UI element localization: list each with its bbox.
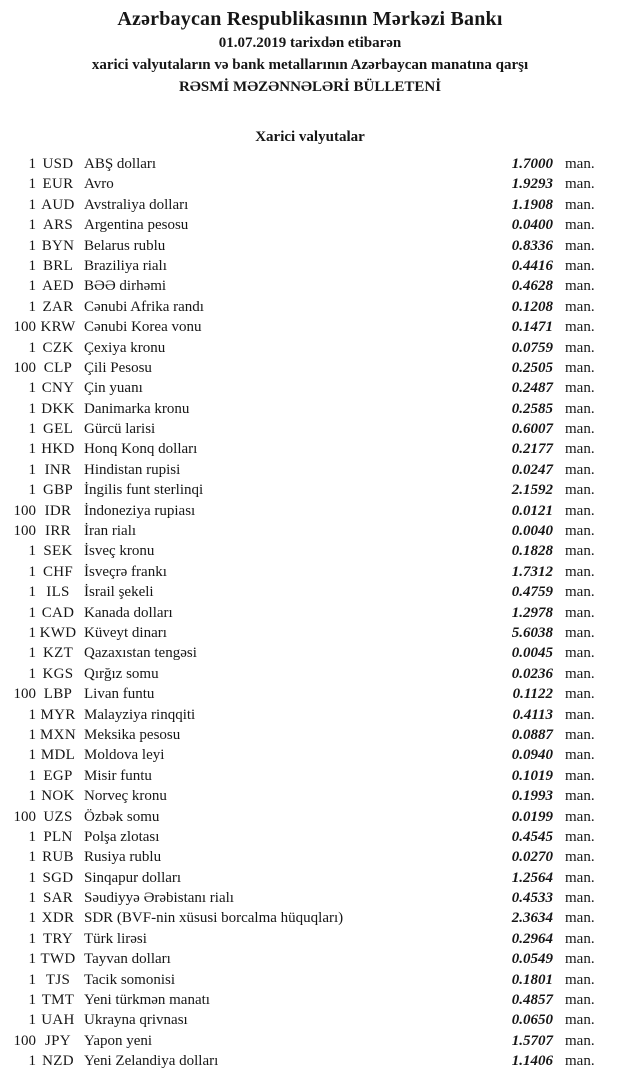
rate-value-cell: 0.4113	[512, 706, 553, 723]
unit-label-cell: man.	[565, 869, 595, 886]
currency-code-cell: CZK	[42, 339, 74, 356]
table-row	[0, 215, 620, 235]
unit-label-cell: man.	[565, 624, 595, 641]
table-row	[0, 623, 620, 643]
unit-label-cell: man.	[565, 563, 595, 580]
quantity-cell: 1	[28, 992, 36, 1009]
unit-label-cell: man.	[565, 421, 595, 438]
quantity-cell: 100	[13, 502, 36, 519]
rate-value-cell: 0.4857	[511, 992, 553, 1009]
currency-name-cell: BƏƏ dirhəmi	[84, 278, 167, 295]
table-row	[0, 929, 620, 949]
currency-code-cell: TJS	[45, 971, 71, 988]
unit-label-cell: man.	[565, 686, 595, 703]
rate-value-cell: 0.0759	[511, 339, 553, 356]
table-row	[0, 521, 620, 541]
table-row	[0, 460, 620, 480]
rate-value-cell: 0.1828	[511, 543, 553, 560]
quantity-cell: 1	[28, 1053, 36, 1070]
table-row	[0, 195, 620, 215]
table-row	[0, 970, 620, 990]
unit-label-cell: man.	[565, 930, 595, 947]
currency-name-cell: Avro	[84, 176, 114, 193]
currency-name-cell: Malayziya rinqqiti	[84, 706, 196, 723]
unit-label-cell: man.	[565, 604, 595, 621]
currency-name-cell: Cənubi Korea vonu	[84, 319, 202, 336]
quantity-cell: 1	[28, 339, 36, 356]
quantity-cell: 100	[13, 1032, 36, 1049]
rate-value-cell: 1.1406	[511, 1053, 553, 1070]
table-row	[0, 868, 620, 888]
unit-label-cell: man.	[565, 665, 595, 682]
currency-code-cell: DKK	[41, 400, 75, 417]
quantity-cell: 1	[28, 706, 36, 723]
rate-value-cell: 0.0400	[511, 217, 553, 234]
currency-name-cell: Livan funtu	[84, 686, 155, 703]
rate-value-cell: 0.0199	[511, 808, 553, 825]
unit-label-cell: man.	[565, 726, 595, 743]
table-row	[0, 908, 620, 928]
currency-code-cell: SAR	[42, 890, 74, 907]
rate-value-cell: 0.1019	[511, 767, 553, 784]
currency-code-cell: AED	[42, 278, 74, 295]
table-row	[0, 582, 620, 602]
unit-label-cell: man.	[565, 461, 595, 478]
unit-label-cell: man.	[565, 237, 595, 254]
table-row	[0, 643, 620, 663]
table-row	[0, 1031, 620, 1051]
rate-value-cell: 0.0270	[511, 849, 553, 866]
currency-name-cell: Ukrayna qrivnası	[84, 1012, 188, 1029]
unit-label-cell: man.	[565, 645, 595, 662]
table-row	[0, 439, 620, 459]
rate-value-cell: 1.5707	[511, 1032, 553, 1049]
quantity-cell: 1	[28, 461, 36, 478]
currency-code-cell: GBP	[42, 482, 74, 499]
currency-code-cell: NZD	[42, 1053, 74, 1070]
rate-value-cell: 0.1801	[511, 971, 553, 988]
currency-name-cell: Norveç kronu	[84, 788, 167, 805]
table-row	[0, 807, 620, 827]
currency-name-cell: İngilis funt sterlinqi	[84, 482, 204, 499]
currency-name-cell: Moldova leyi	[84, 747, 165, 764]
rate-value-cell: 0.1471	[511, 319, 553, 336]
table-row	[0, 1010, 620, 1030]
currency-name-cell: Braziliya rialı	[84, 257, 167, 274]
currency-code-cell: TWD	[40, 951, 76, 968]
currency-name-cell: Qırğız somu	[84, 665, 159, 682]
quantity-cell: 1	[28, 910, 36, 927]
table-row	[0, 154, 620, 174]
currency-name-cell: Sinqapur dolları	[84, 869, 182, 886]
currency-name-cell: Hindistan rupisi	[84, 461, 181, 478]
table-row	[0, 378, 620, 398]
currency-code-cell: GEL	[42, 421, 74, 438]
quantity-cell: 1	[28, 1012, 36, 1029]
quantity-cell: 100	[13, 359, 36, 376]
currency-code-cell: BYN	[41, 237, 75, 254]
currency-name-cell: Yapon yeni	[84, 1032, 153, 1049]
rate-value-cell: 1.1908	[511, 196, 553, 213]
currency-code-cell: UAH	[41, 1012, 75, 1029]
quantity-cell: 100	[13, 686, 36, 703]
table-row	[0, 888, 620, 908]
rate-value-cell: 5.6038	[511, 624, 553, 641]
table-row	[0, 745, 620, 765]
unit-label-cell: man.	[565, 910, 595, 927]
currency-name-cell: Çili Pesosu	[84, 359, 152, 376]
quantity-cell: 1	[28, 584, 36, 601]
rate-value-cell: 2.1592	[511, 482, 553, 499]
rate-value-cell: 1.2564	[511, 869, 553, 886]
rate-value-cell: 1.7000	[511, 156, 553, 172]
currency-code-cell: XDR	[41, 910, 75, 927]
table-row	[0, 501, 620, 521]
rate-value-cell: 1.7312	[511, 563, 553, 580]
unit-label-cell: man.	[565, 951, 595, 968]
quantity-cell: 1	[28, 543, 36, 560]
currency-code-cell: KGS	[42, 665, 74, 682]
currency-name-cell: Yeni türkmən manatı	[84, 992, 210, 1009]
rate-value-cell: 0.4545	[511, 828, 553, 845]
table-row	[0, 562, 620, 582]
quantity-cell: 1	[28, 645, 36, 662]
currency-name-cell: İsveç kronu	[84, 543, 155, 560]
currency-code-cell: BRL	[42, 257, 74, 274]
table-row	[0, 317, 620, 337]
unit-label-cell: man.	[565, 828, 595, 845]
rate-value-cell: 0.0887	[511, 726, 553, 743]
rate-value-cell: 0.0040	[511, 523, 553, 540]
table-row	[0, 990, 620, 1010]
rate-value-cell: 2.3634	[511, 910, 553, 927]
bank-title: Azərbaycan Respublikasının Mərkəzi Bankı	[117, 8, 503, 30]
currency-code-cell: ZAR	[42, 298, 74, 315]
unit-label-cell: man.	[565, 747, 595, 764]
currency-name-cell: Meksika pesosu	[84, 726, 181, 743]
quantity-cell: 1	[28, 726, 36, 743]
table-row	[0, 766, 620, 786]
unit-label-cell: man.	[565, 1012, 595, 1029]
currency-name-cell: Səudiyyə Ərəbistanı rialı	[84, 890, 234, 907]
rate-value-cell: 0.6007	[511, 421, 553, 438]
table-row	[0, 847, 620, 867]
unit-label-cell: man.	[565, 482, 595, 499]
rate-value-cell: 0.2585	[511, 400, 553, 417]
table-row	[0, 358, 620, 378]
quantity-cell: 1	[28, 421, 36, 438]
quantity-cell: 1	[28, 930, 36, 947]
unit-label-cell: man.	[565, 584, 595, 601]
currency-name-cell: Polşa zlotası	[84, 828, 160, 845]
unit-label-cell: man.	[565, 278, 595, 295]
currency-code-cell: KWD	[39, 624, 77, 641]
currency-name-cell: Yeni Zelandiya dolları	[84, 1053, 219, 1070]
table-row	[0, 276, 620, 296]
currency-name-cell: Avstraliya dolları	[84, 196, 189, 213]
unit-label-cell: man.	[565, 788, 595, 805]
quantity-cell: 1	[28, 176, 36, 193]
table-row	[0, 338, 620, 358]
quantity-cell: 1	[28, 156, 36, 172]
quantity-cell: 1	[28, 665, 36, 682]
quantity-cell: 100	[13, 319, 36, 336]
quantity-cell: 1	[28, 604, 36, 621]
quantity-cell: 1	[28, 828, 36, 845]
rate-value-cell: 0.4416	[511, 257, 553, 274]
unit-label-cell: man.	[565, 890, 595, 907]
currency-code-cell: UZS	[43, 808, 73, 825]
currency-code-cell: CAD	[41, 604, 75, 621]
currency-code-cell: TMT	[41, 992, 75, 1009]
rate-value-cell: 0.0549	[511, 951, 553, 968]
table-row	[0, 399, 620, 419]
rate-value-cell: 0.4628	[511, 278, 553, 295]
quantity-cell: 1	[28, 624, 36, 641]
currency-code-cell: SGD	[42, 869, 74, 886]
quantity-cell: 1	[28, 380, 36, 397]
unit-label-cell: man.	[565, 502, 595, 519]
rate-value-cell: 0.4759	[511, 584, 553, 601]
currency-name-cell: ABŞ dolları	[84, 156, 157, 172]
unit-label-cell: man.	[565, 257, 595, 274]
quantity-cell: 1	[28, 196, 36, 213]
rate-value-cell: 0.2177	[511, 441, 553, 458]
quantity-cell: 1	[28, 257, 36, 274]
currency-name-cell: İran rialı	[84, 523, 137, 540]
currency-code-cell: CHF	[42, 563, 74, 580]
currency-name-cell: Kanada dolları	[84, 604, 173, 621]
currency-name-cell: Tacik somonisi	[84, 971, 176, 988]
unit-label-cell: man.	[565, 1053, 595, 1070]
unit-label-cell: man.	[565, 400, 595, 417]
currency-name-cell: Özbək somu	[84, 808, 160, 825]
quantity-cell: 1	[28, 767, 36, 784]
table-row	[0, 786, 620, 806]
quantity-cell: 1	[28, 298, 36, 315]
quantity-cell: 1	[28, 747, 36, 764]
table-row	[0, 705, 620, 725]
quantity-cell: 1	[28, 849, 36, 866]
currency-name-cell: Gürcü larisi	[84, 421, 156, 438]
currency-name-cell: Argentina pesosu	[84, 217, 189, 234]
table-row	[0, 174, 620, 194]
currency-name-cell: Tayvan dolları	[84, 951, 171, 968]
currency-code-cell: ILS	[46, 584, 70, 601]
quantity-cell: 1	[28, 890, 36, 907]
currency-name-cell: Qazaxıstan tengəsi	[84, 645, 197, 662]
unit-label-cell: man.	[565, 808, 595, 825]
currency-name-cell: Misir funtu	[84, 767, 152, 784]
currency-code-cell: INR	[44, 461, 72, 478]
currency-name-cell: İsrail şekeli	[84, 584, 154, 601]
quantity-cell: 100	[13, 523, 36, 540]
unit-label-cell: man.	[565, 1032, 595, 1049]
rate-value-cell: 0.0236	[511, 665, 553, 682]
rate-value-cell: 0.1122	[512, 686, 553, 703]
currency-code-cell: IDR	[44, 502, 72, 519]
rate-value-cell: 1.2978	[511, 604, 553, 621]
currency-code-cell: NOK	[41, 788, 75, 805]
unit-label-cell: man.	[565, 176, 595, 193]
table-row	[0, 297, 620, 317]
unit-label-cell: man.	[565, 359, 595, 376]
unit-label-cell: man.	[565, 849, 595, 866]
rate-value-cell: 0.2505	[511, 359, 553, 376]
currency-code-cell: JPY	[45, 1032, 71, 1049]
unit-label-cell: man.	[565, 441, 595, 458]
currency-name-cell: SDR (BVF-nin xüsusi borcalma hüquqları)	[84, 910, 344, 927]
subtitle-line: xarici valyutaların və bank metallarının Azərbaycan manatına qarşı	[91, 57, 529, 73]
table-row	[0, 949, 620, 969]
table-row	[0, 236, 620, 256]
currency-name-cell: Honq Konq dolları	[84, 441, 198, 458]
quantity-cell: 1	[28, 441, 36, 458]
currency-name-cell: Çexiya kronu	[84, 339, 166, 356]
rate-value-cell: 1.9293	[511, 176, 553, 193]
rate-value-cell: 0.0121	[511, 502, 553, 519]
quantity-cell: 1	[28, 563, 36, 580]
quantity-cell: 1	[28, 482, 36, 499]
quantity-cell: 1	[28, 217, 36, 234]
currency-name-cell: İndoneziya rupiası	[84, 502, 196, 519]
rate-value-cell: 0.0650	[511, 1012, 553, 1029]
unit-label-cell: man.	[565, 767, 595, 784]
section-title-foreign-currencies: Xarici valyutalar	[255, 129, 365, 145]
unit-label-cell: man.	[565, 380, 595, 397]
table-row	[0, 256, 620, 276]
effective-date-line: 01.07.2019 tarixdən etibarən	[218, 35, 402, 51]
currency-name-cell: İsveçrə frankı	[84, 563, 167, 580]
currency-name-cell: Küveyt dinarı	[84, 624, 167, 641]
table-row	[0, 684, 620, 704]
unit-label-cell: man.	[565, 339, 595, 356]
currency-code-cell: MXN	[40, 726, 76, 743]
currency-name-cell: Belarus rublu	[84, 237, 166, 254]
rate-value-cell: 0.2964	[511, 930, 553, 947]
rate-value-cell: 0.0940	[511, 747, 553, 764]
quantity-cell: 1	[28, 869, 36, 886]
unit-label-cell: man.	[565, 156, 595, 172]
unit-label-cell: man.	[565, 319, 595, 336]
currency-code-cell: SEK	[43, 543, 73, 560]
currency-code-cell: EGP	[43, 767, 73, 784]
unit-label-cell: man.	[565, 298, 595, 315]
unit-label-cell: man.	[565, 992, 595, 1009]
currency-code-cell: CLP	[43, 359, 73, 376]
table-row	[0, 664, 620, 684]
quantity-cell: 1	[28, 971, 36, 988]
rate-value-cell: 0.1993	[511, 788, 553, 805]
table-row	[0, 603, 620, 623]
table-row	[0, 419, 620, 439]
quantity-cell: 1	[28, 278, 36, 295]
currency-code-cell: ARS	[42, 217, 74, 234]
table-row	[0, 1051, 620, 1071]
unit-label-cell: man.	[565, 543, 595, 560]
currency-name-cell: Danimarka kronu	[84, 400, 190, 417]
rate-value-cell: 0.8336	[511, 237, 553, 254]
currency-code-cell: MYR	[40, 706, 76, 723]
rate-value-cell: 0.2487	[511, 380, 553, 397]
currency-code-cell: IRR	[45, 523, 71, 540]
quantity-cell: 1	[28, 237, 36, 254]
currency-code-cell: KRW	[40, 319, 76, 336]
currency-name-cell: Rusiya rublu	[84, 849, 162, 866]
table-row	[0, 541, 620, 561]
currency-code-cell: KZT	[42, 645, 74, 662]
rate-value-cell: 0.4533	[511, 890, 553, 907]
unit-label-cell: man.	[565, 706, 595, 723]
unit-label-cell: man.	[565, 971, 595, 988]
currency-code-cell: RUB	[42, 849, 74, 866]
currency-code-cell: MDL	[40, 747, 76, 764]
currency-code-cell: EUR	[42, 176, 74, 193]
currency-code-cell: AUD	[41, 196, 75, 213]
rate-value-cell: 0.1208	[511, 298, 553, 315]
unit-label-cell: man.	[565, 196, 595, 213]
table-row	[0, 827, 620, 847]
currency-code-cell: TRY	[42, 930, 74, 947]
unit-label-cell: man.	[565, 217, 595, 234]
currency-name-cell: Cənubi Afrika randı	[84, 298, 204, 315]
currency-code-cell: HKD	[41, 441, 75, 458]
table-row	[0, 725, 620, 745]
quantity-cell: 100	[13, 808, 36, 825]
bulletin-title-line: RƏSMİ MƏZƏNNƏLƏRİ BÜLLETENİ	[178, 79, 442, 95]
table-row	[0, 480, 620, 500]
unit-label-cell: man.	[565, 523, 595, 540]
currency-code-cell: LBP	[43, 686, 73, 703]
quantity-cell: 1	[28, 951, 36, 968]
bulletin-header	[0, 0, 620, 98]
rate-value-cell: 0.0045	[511, 645, 553, 662]
quantity-cell: 1	[28, 788, 36, 805]
quantity-cell: 1	[28, 400, 36, 417]
currency-code-cell: PLN	[43, 828, 73, 845]
currency-code-cell: CNY	[41, 380, 75, 397]
currency-name-cell: Çin yuanı	[84, 380, 143, 397]
currency-name-cell: Türk lirəsi	[84, 930, 147, 947]
currency-rates-table	[0, 154, 620, 1072]
rate-value-cell: 0.0247	[511, 461, 553, 478]
currency-code-cell: USD	[42, 156, 74, 172]
